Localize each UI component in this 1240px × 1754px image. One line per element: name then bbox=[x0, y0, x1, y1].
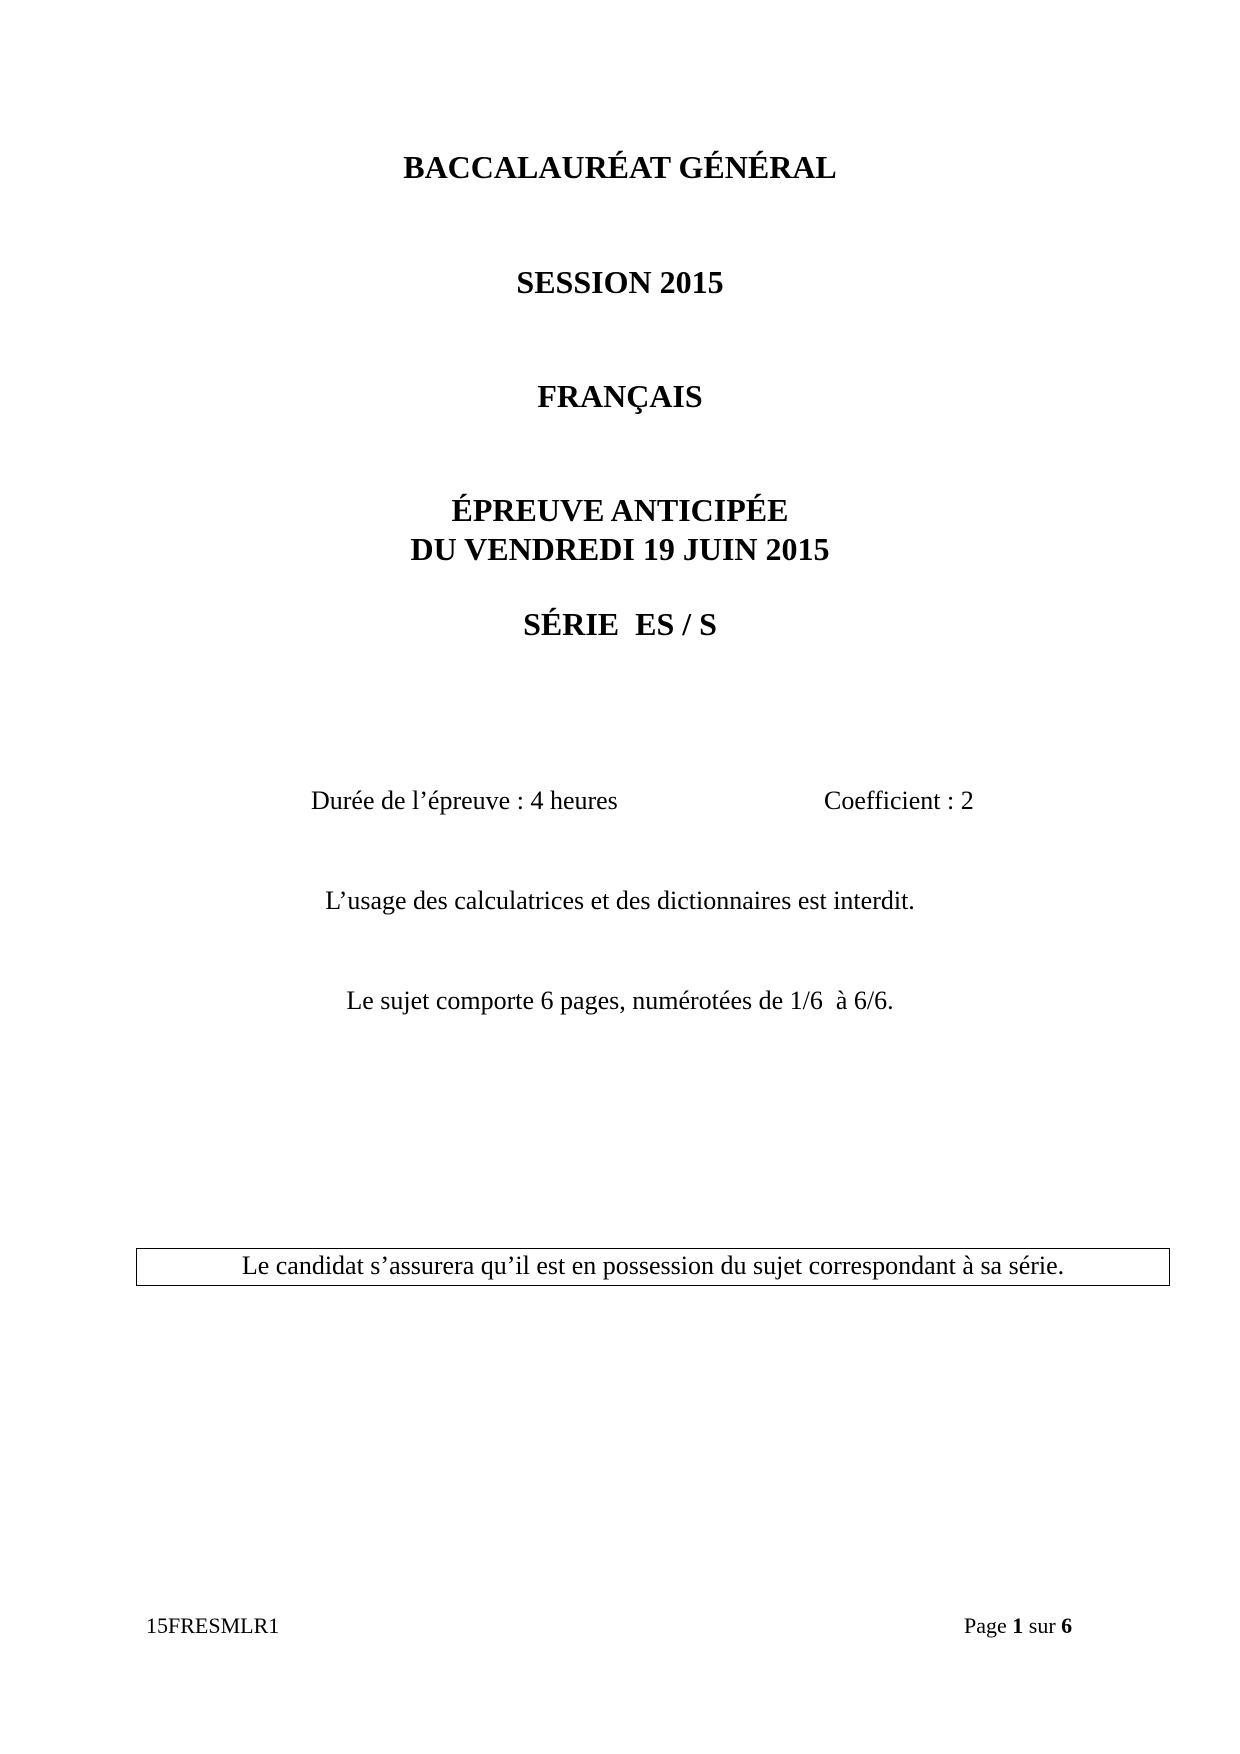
series-title: SÉRIE ES / S bbox=[523, 606, 717, 642]
document-code: 15FRESMLR1 bbox=[146, 1613, 280, 1638]
coefficient-text: Coefficient : 2 bbox=[824, 786, 974, 815]
rules-text: L’usage des calculatrices et des dictionnaires est interdit. bbox=[325, 886, 915, 915]
notice-box bbox=[136, 1248, 1170, 1286]
exam-date-line2: DU VENDREDI 19 JUIN 2015 bbox=[410, 531, 830, 567]
exam-type-title: BACCALAURÉAT GÉNÉRAL bbox=[403, 149, 837, 185]
duration-text: Durée de l’épreuve : 4 heures bbox=[311, 786, 618, 815]
pages-text: Le sujet comporte 6 pages, numérotées de 1/6 à 6/6. bbox=[346, 986, 894, 1015]
page-current: 1 bbox=[1012, 1613, 1024, 1638]
notice-text: Le candidat s’assurera qu’il est en possession du sujet correspondant à sa série. bbox=[241, 1251, 1065, 1280]
page-prefix: Page bbox=[964, 1613, 1007, 1638]
subject-title: FRANÇAIS bbox=[537, 378, 703, 414]
page-middle: sur bbox=[1028, 1613, 1056, 1638]
session-title: SESSION 2015 bbox=[516, 264, 724, 300]
exam-name-line1: ÉPREUVE ANTICIPÉE bbox=[451, 492, 789, 528]
page-total: 6 bbox=[1061, 1613, 1073, 1638]
page-number bbox=[964, 1612, 1072, 1640]
